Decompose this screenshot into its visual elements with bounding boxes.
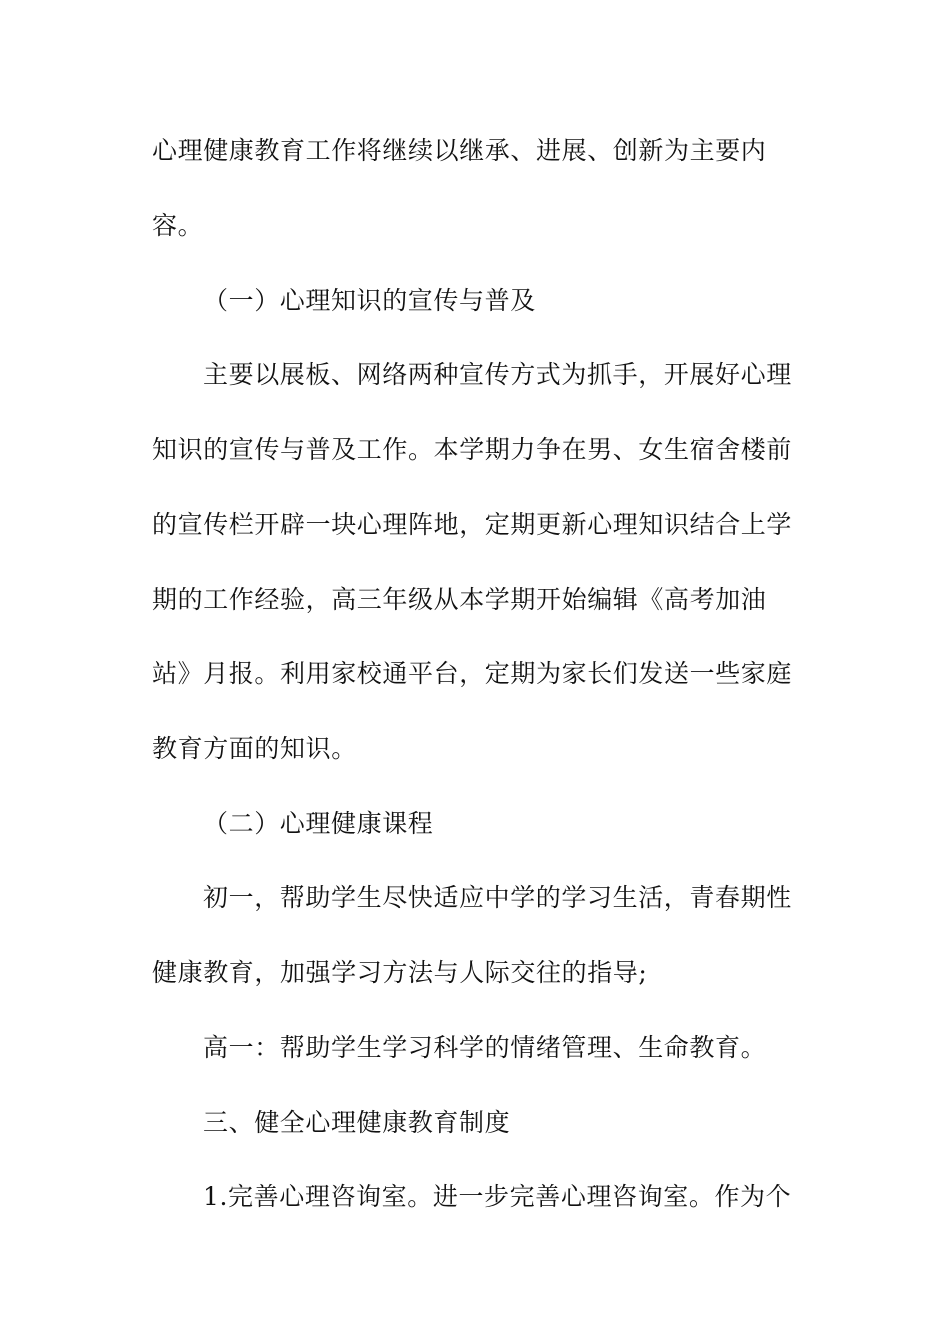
- paragraph-line: 的宣传栏开辟一块心理阵地，定期更新心理知识结合上学: [152, 510, 793, 539]
- paragraph-line: 容。: [152, 211, 204, 240]
- paragraph-line: 教育方面的知识。: [152, 734, 357, 763]
- paragraph-line: 高一：帮助学生学习科学的情绪管理、生命教育。: [203, 1033, 767, 1062]
- section-heading-2: （二）心理健康课程: [203, 809, 434, 838]
- paragraph-line: 健康教育，加强学习方法与人际交往的指导;: [152, 958, 648, 987]
- paragraph-line: 期的工作经验，高三年级从本学期开始编辑《高考加油: [152, 585, 767, 614]
- paragraph-line: 心理健康教育工作将继续以继承、进展、创新为主要内: [152, 136, 767, 165]
- paragraph-line: 1.完善心理咨询室。进一步完善心理咨询室。作为个: [203, 1182, 792, 1211]
- section-heading-1: （一）心理知识的宣传与普及: [203, 286, 536, 315]
- paragraph-line: 知识的宣传与普及工作。本学期力争在男、女生宿舍楼前: [152, 435, 793, 464]
- section-heading-3: 三、健全心理健康教育制度: [203, 1108, 511, 1137]
- paragraph-line: 站》月报。利用家校通平台，定期为家长们发送一些家庭: [152, 659, 793, 688]
- paragraph-line: 主要以展板、网络两种宣传方式为抓手，开展好心理: [203, 360, 792, 389]
- paragraph-line: 初一，帮助学生尽快适应中学的学习生活，青春期性: [203, 883, 792, 912]
